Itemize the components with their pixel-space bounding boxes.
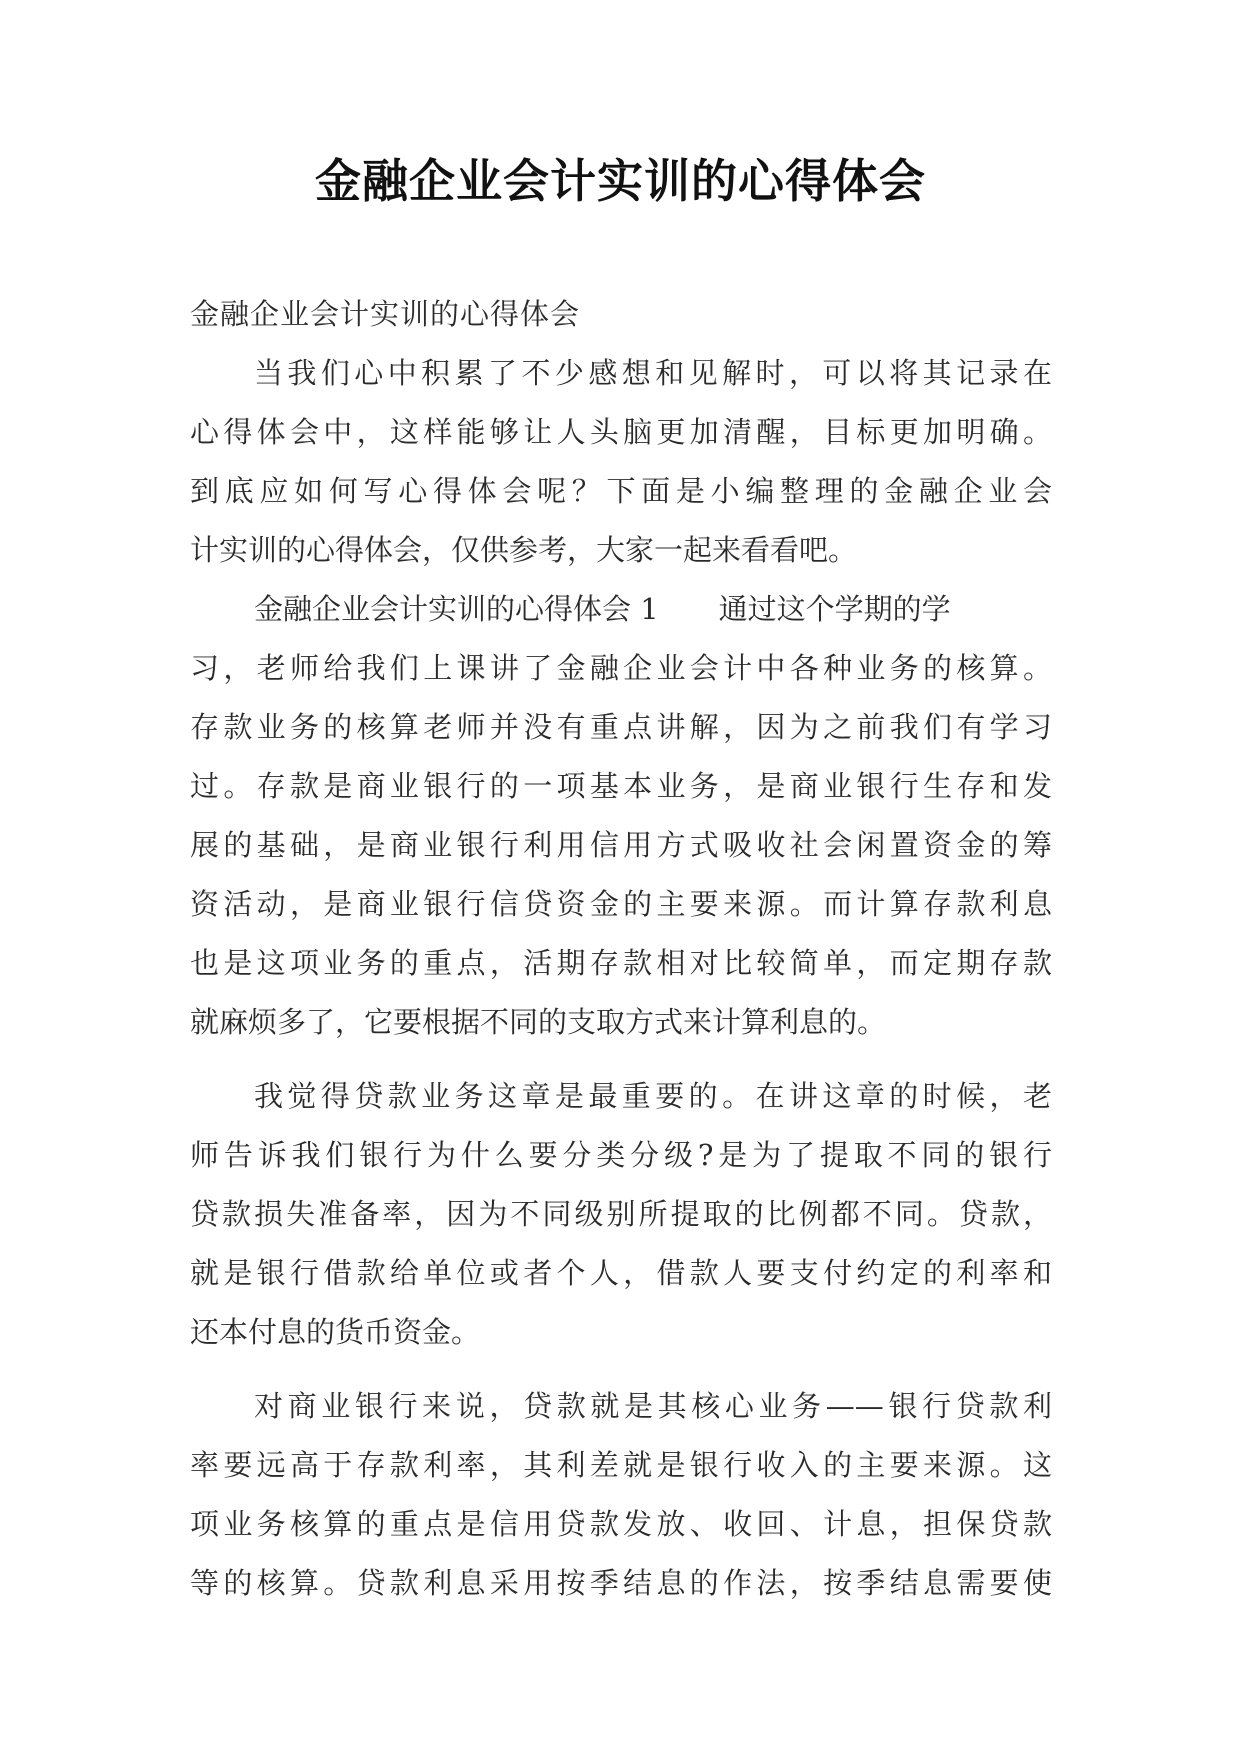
paragraph-line: 对商业银行来说，贷款就是其核心业务——银行贷款利 bbox=[254, 1389, 1052, 1423]
paragraph-line: 等的核算。贷款利息采用按季结息的作法，按季结息需要使 bbox=[190, 1566, 1052, 1600]
paragraph bbox=[190, 344, 1052, 580]
paragraph-line: 展的基础，是商业银行利用信用方式吸收社会闲置资金的筹 bbox=[190, 828, 1052, 862]
paragraph-line: 过。存款是商业银行的一项基本业务，是商业银行生存和发 bbox=[190, 769, 1052, 803]
section-heading-line bbox=[190, 580, 1052, 639]
paragraph-line: 就麻烦多了，它要根据不同的支取方式来计算利息的。 bbox=[190, 1005, 887, 1039]
paragraph-line: 到底应如何写心得体会呢？下面是小编整理的金融企业会 bbox=[190, 474, 1052, 508]
paragraph-line: 就是银行借款给单位或者个人，借款人要支付约定的利率和 bbox=[190, 1256, 1052, 1290]
paragraph-line: 我觉得贷款业务这章是最重要的。在讲这章的时候，老 bbox=[254, 1079, 1052, 1113]
paragraph-line: 还本付息的货币资金。 bbox=[190, 1315, 481, 1349]
paragraph-line: 师告诉我们银行为什么要分类分级?是为了提取不同的银行 bbox=[190, 1138, 1052, 1172]
paragraph bbox=[190, 580, 1052, 1052]
document-title: 金融企业会计实训的心得体会 bbox=[315, 154, 926, 208]
paragraph-line: 也是这项业务的重点，活期存款相对比较简单，而定期存款 bbox=[190, 946, 1052, 980]
paragraph-line: 项业务核算的重点是信用贷款发放、收回、计息，担保贷款 bbox=[190, 1507, 1052, 1541]
paragraph-line: 存款业务的核算老师并没有重点讲解，因为之前我们有学习 bbox=[190, 710, 1052, 744]
document-body bbox=[190, 285, 1052, 1613]
paragraph-line: 资活动，是商业银行信贷资金的主要来源。而计算存款利息 bbox=[190, 887, 1052, 921]
paragraph-line: 计实训的心得体会，仅供参考，大家一起来看看吧。 bbox=[190, 533, 858, 567]
paragraph-line: 当我们心中积累了不少感想和见解时，可以将其记录在 bbox=[254, 356, 1052, 390]
document-subtitle: 金融企业会计实训的心得体会 bbox=[190, 297, 581, 331]
section-heading-tail: 通过这个学期的学 bbox=[718, 592, 951, 626]
paragraph-line: 习，老师给我们上课讲了金融企业会计中各种业务的核算。 bbox=[190, 651, 1052, 685]
paragraph bbox=[190, 1067, 1052, 1362]
section-heading: 金融企业会计实训的心得体会 1 bbox=[254, 592, 659, 626]
paragraph-line: 贷款损失准备率，因为不同级别所提取的比例都不同。贷款， bbox=[190, 1197, 1052, 1231]
paragraph-line: 率要远高于存款利率，其利差就是银行收入的主要来源。这 bbox=[190, 1448, 1052, 1482]
paragraph-line: 心得体会中，这样能够让人头脑更加清醒，目标更加明确。 bbox=[190, 415, 1052, 449]
paragraph bbox=[190, 1377, 1052, 1613]
